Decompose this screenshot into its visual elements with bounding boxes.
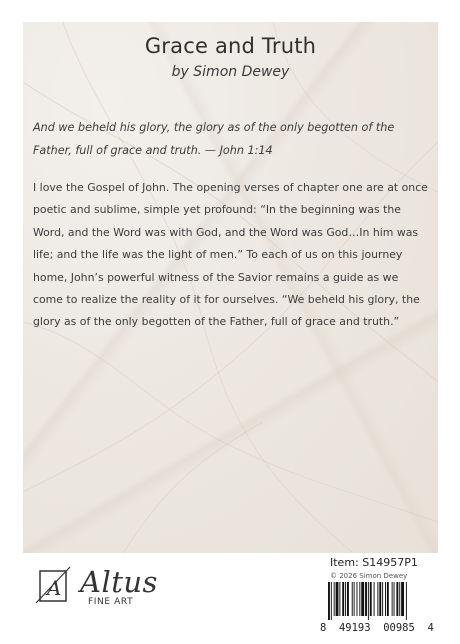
barcode-bar: [336, 582, 339, 616]
barcode-bar: [374, 582, 375, 616]
barcode-bar: [370, 582, 372, 616]
artist-byline: by Simon Dewey: [171, 64, 290, 80]
barcode: [326, 582, 436, 620]
barcode-bar: [361, 582, 364, 616]
altus-logo-icon: [34, 565, 76, 605]
barcode-bar: [387, 582, 389, 616]
card-title: Grace and Truth: [144, 34, 317, 58]
barcode-bar: [382, 582, 383, 616]
barcode-bar: [399, 582, 400, 616]
barcode-bar: [347, 582, 349, 616]
barcode-bar: [342, 582, 344, 616]
barcode-bar: [406, 582, 407, 620]
barcode-bar: [379, 582, 381, 616]
barcode-bar: [359, 582, 360, 616]
copyright-notice: © 2026 Simon Dewey: [330, 572, 408, 580]
barcode-bar: [345, 582, 346, 616]
scripture-quote: And we beheld his glory, the glory as of the only begotten of the Father, full of grace and truth. — John 1:14: [33, 121, 395, 157]
barcode-bar: [377, 582, 378, 616]
barcode-bar: [352, 582, 353, 616]
logo-mark-letter: A: [47, 576, 62, 600]
barcode-bar: [368, 582, 369, 620]
item-number: Item: S14957P1: [330, 556, 418, 569]
barcode-bar: [394, 582, 395, 616]
barcode-bar: [396, 582, 398, 616]
barcode-bar: [328, 582, 330, 620]
barcode-bar: [354, 582, 355, 616]
barcode-bar: [385, 582, 386, 616]
barcode-bar: [331, 582, 332, 620]
barcode-bar: [401, 582, 404, 616]
artist-statement: I love the Gospel of John. The opening verses of chapter one are at once poetic and sublime, simple yet profound: “In the beginning was the Word, and the Word was with God, and the Word was God…In him was life; and the life was the light of men.” To each of us on this journey home, John’s powerful witness of the Savior remains a guide as we come to realize the reality of it for ourselves. “We beheld his glory, the glory as of the only begotten of the Father, full of grace and truth.”: [33, 181, 428, 329]
barcode-bar: [392, 582, 393, 616]
logo-wordmark: Altus: [80, 565, 158, 599]
barcode-bar: [365, 582, 367, 616]
barcode-bar: [357, 582, 358, 616]
logo-subtitle: FINE ART: [88, 597, 134, 607]
barcode-bar: [339, 582, 340, 616]
marble-text-panel: [23, 22, 438, 553]
barcode-digits: 8 49193 00985 4: [320, 622, 434, 634]
barcode-bar: [334, 582, 335, 616]
